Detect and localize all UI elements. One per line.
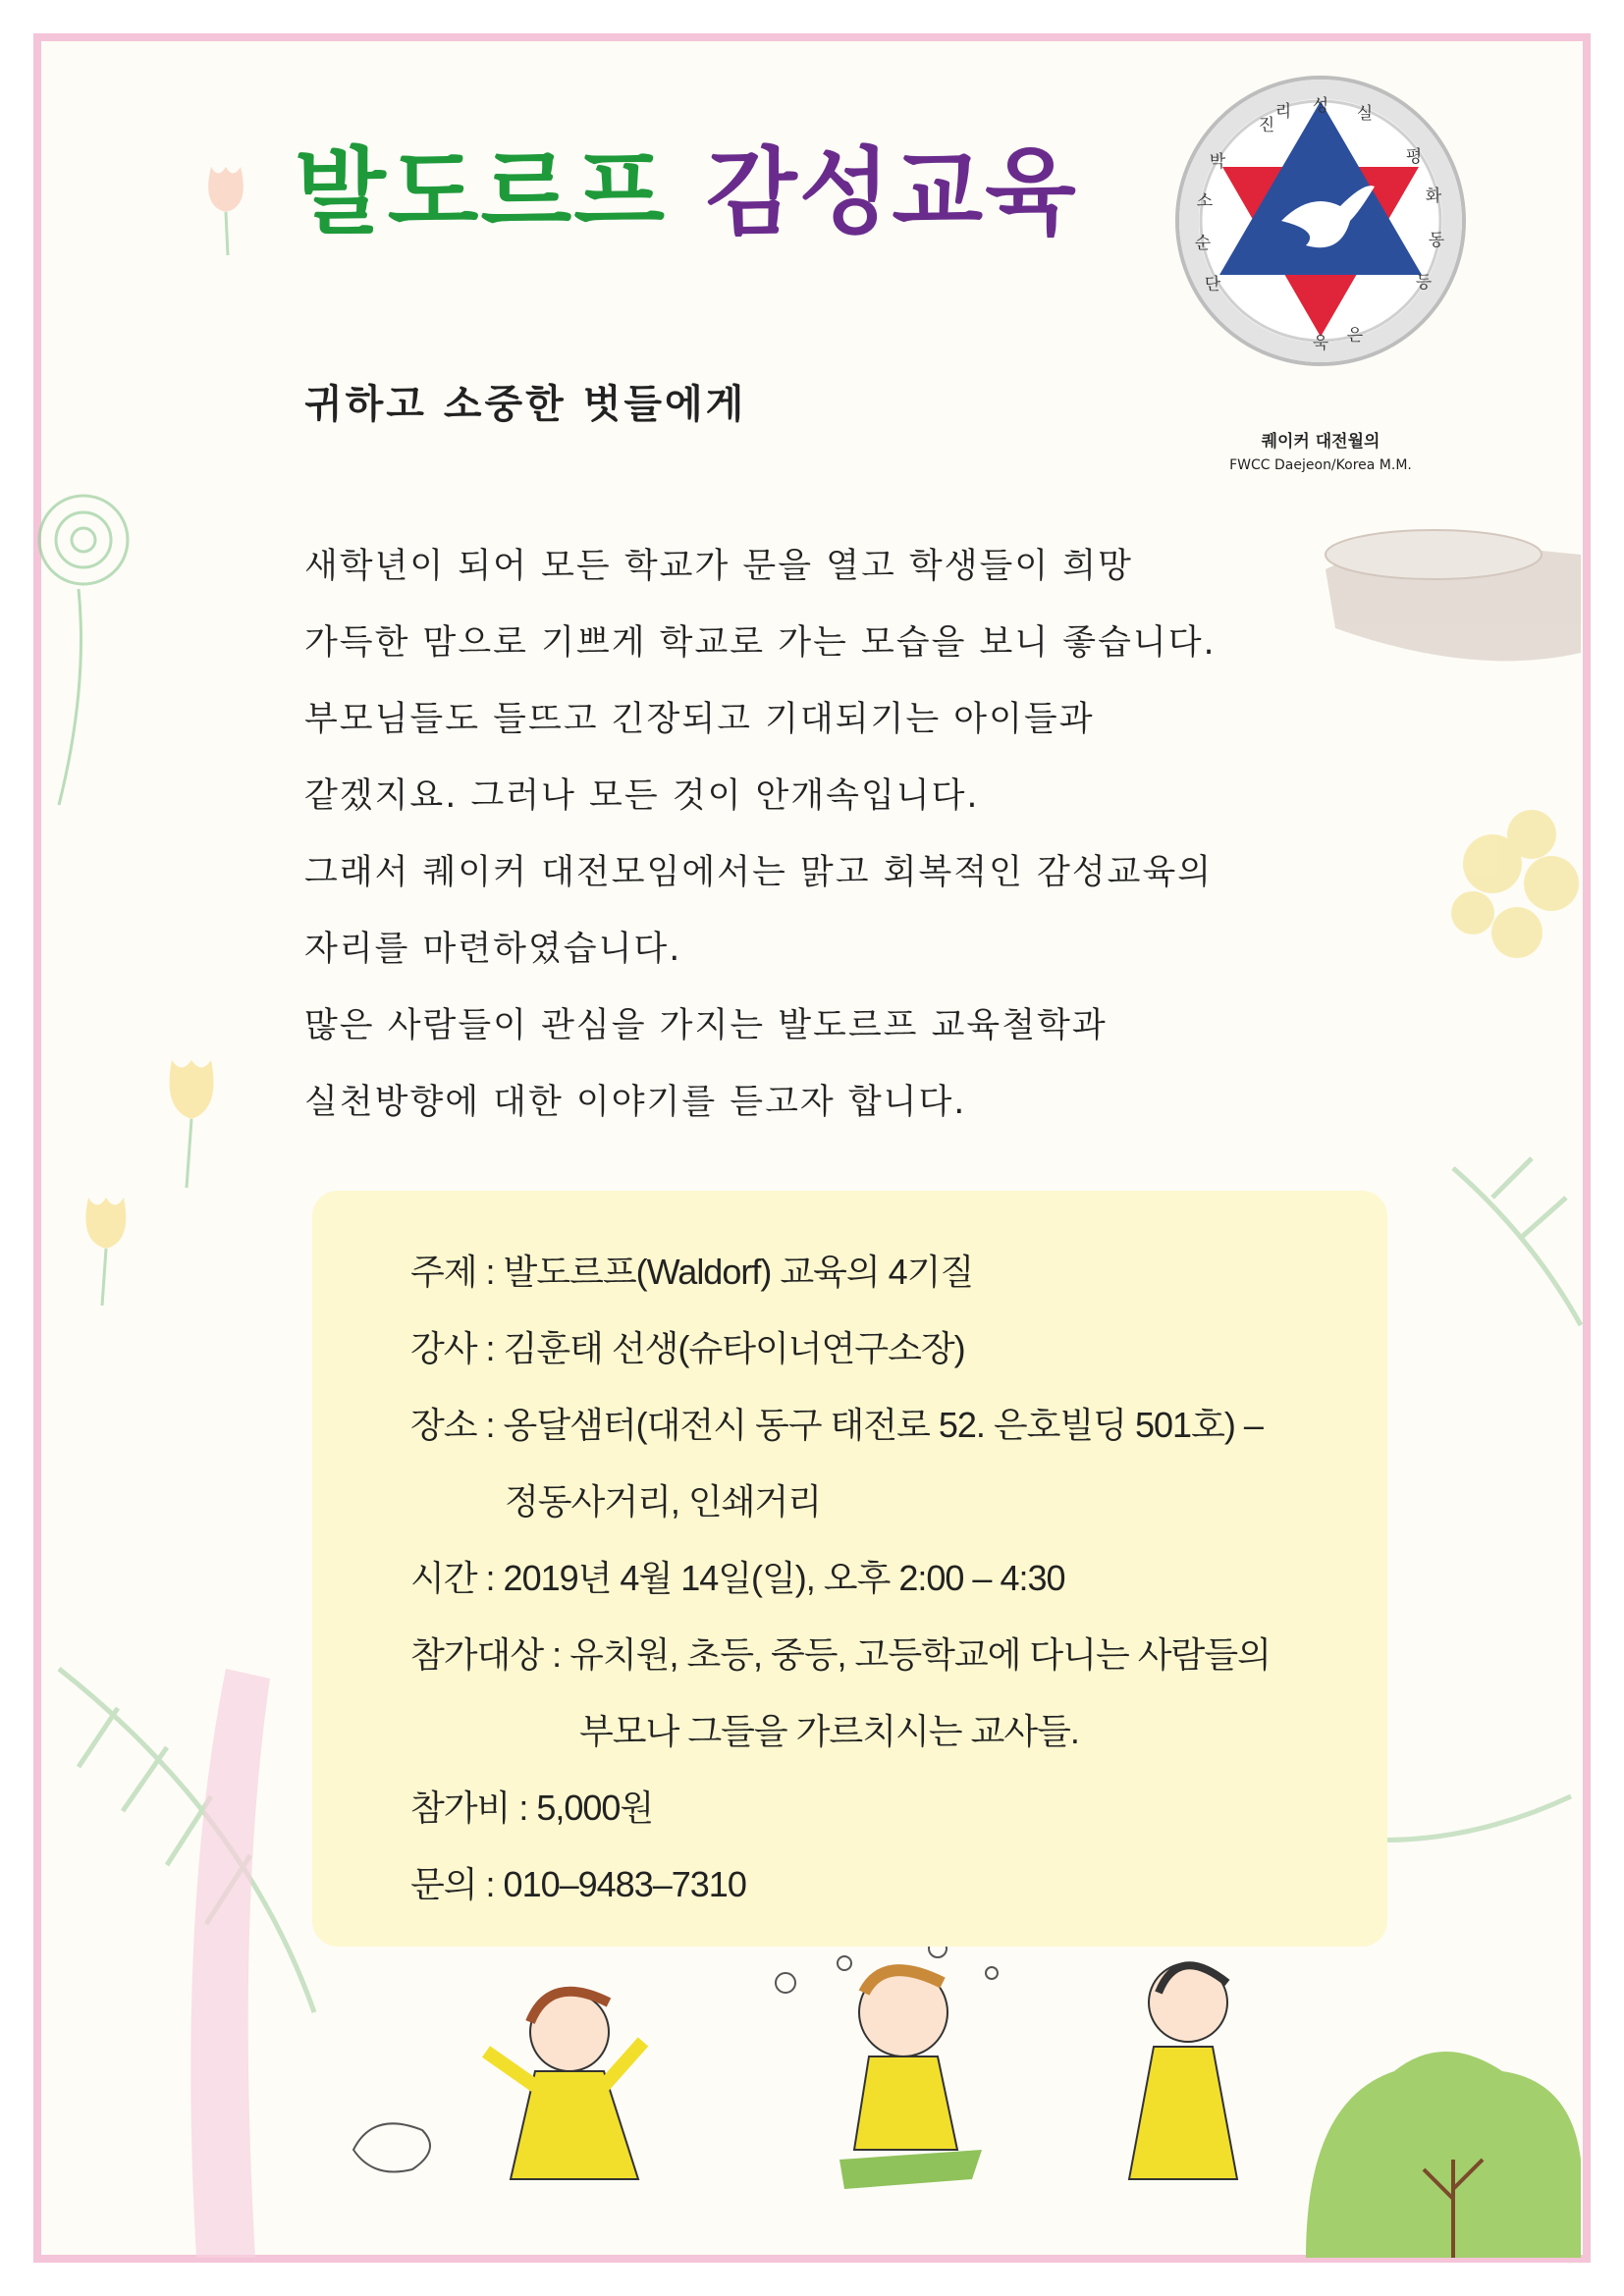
- seal-ring-char: 평: [1405, 147, 1423, 167]
- info-time: 시간 : 2019년 4월 14일(일), 오후 2:00 – 4:30: [410, 1558, 1065, 1598]
- info-lecturer: 강사 : 김훈태 선생(슈타이너연구소장): [410, 1328, 965, 1368]
- tree-stump-illustration: [1326, 530, 1581, 661]
- seal-caption: [1159, 427, 1483, 473]
- letter-line: 자리를 마련하였습니다.: [304, 930, 682, 969]
- seal-ring-char: 성: [1312, 96, 1329, 116]
- seal-ring-char: 동: [1428, 231, 1445, 250]
- seal-ring-char: 화: [1425, 187, 1442, 206]
- seal-caption-korean: 퀘이커 대전월의: [1261, 432, 1380, 452]
- info-audience: 참가대상 : 유치원, 초등, 중등, 고등학교에 다니는 사람들의: [410, 1634, 1271, 1675]
- letter-line: 부모님들도 들뜨고 긴장되고 기대되기는 아이들과: [304, 700, 1095, 739]
- seal-ring-char: 등: [1415, 273, 1433, 293]
- poster-title: [295, 118, 1078, 252]
- info-audience-continued: 부모나 그들을 가르치시는 교사들.: [579, 1711, 1079, 1751]
- info-topic: 주제 : 발도르프(Waldorf) 교육의 4기질: [410, 1252, 974, 1292]
- seal-ring-char: 단: [1204, 275, 1221, 294]
- seal-ring-char: 소: [1196, 191, 1214, 211]
- seal-ring-char: 은: [1346, 326, 1364, 346]
- seal-ring-char: 실: [1356, 104, 1374, 124]
- info-place: 장소 : 옹달샘터(대전시 동구 태전로 52. 은호빌딩 501호) –: [410, 1405, 1263, 1445]
- info-place-continued: 정동사거리, 인쇄거리: [505, 1481, 821, 1522]
- greeting-heading: 귀하고 소중한 벗들에게: [304, 382, 747, 427]
- letter-body: [304, 528, 1335, 1141]
- seal-ring-char: 진: [1258, 116, 1275, 135]
- seal-ring-char: 순: [1194, 234, 1212, 253]
- letter-line: 같겠지요. 그러나 모든 것이 안개속입니다.: [304, 776, 980, 816]
- quaker-seal-logo: [1173, 74, 1468, 368]
- letter-line: 새학년이 되어 모든 학교가 문을 열고 학생들이 희망: [304, 547, 1133, 586]
- info-fee: 참가비 : 5,000원: [410, 1788, 654, 1828]
- blossom-illustration: [1451, 810, 1579, 958]
- title-sensibility-education: 감성교육: [705, 137, 1078, 247]
- children-illustration: [353, 1940, 1237, 2189]
- seal-caption-english: FWCC Daejeon/Korea M.M.: [1229, 457, 1412, 473]
- seal-ring-char: 욱: [1312, 334, 1329, 353]
- title-waldorf: 발도르프: [295, 137, 667, 247]
- event-info-box: [312, 1191, 1387, 1947]
- letter-line: 그래서 퀘이커 대전모임에서는 맑고 회복적인 감성교육의: [304, 853, 1214, 892]
- letter-line: 가득한 맘으로 기쁘게 학교로 가는 모습을 보니 좋습니다.: [304, 623, 1217, 663]
- info-contact: 문의 : 010–9483–7310: [410, 1864, 746, 1904]
- vine-swirl-illustration: [39, 496, 128, 805]
- seal-ring-char: 박: [1209, 152, 1226, 172]
- bush-illustration: [1306, 2052, 1581, 2258]
- pink-path-illustration: [190, 1669, 270, 2258]
- letter-line: 실천방향에 대한 이야기를 듣고자 합니다.: [304, 1083, 967, 1122]
- seal-ring-char: 리: [1274, 102, 1292, 122]
- tulip-illustration: [85, 167, 243, 1306]
- letter-line: 많은 사람들이 관심을 가지는 발도르프 교육철학과: [304, 1006, 1108, 1045]
